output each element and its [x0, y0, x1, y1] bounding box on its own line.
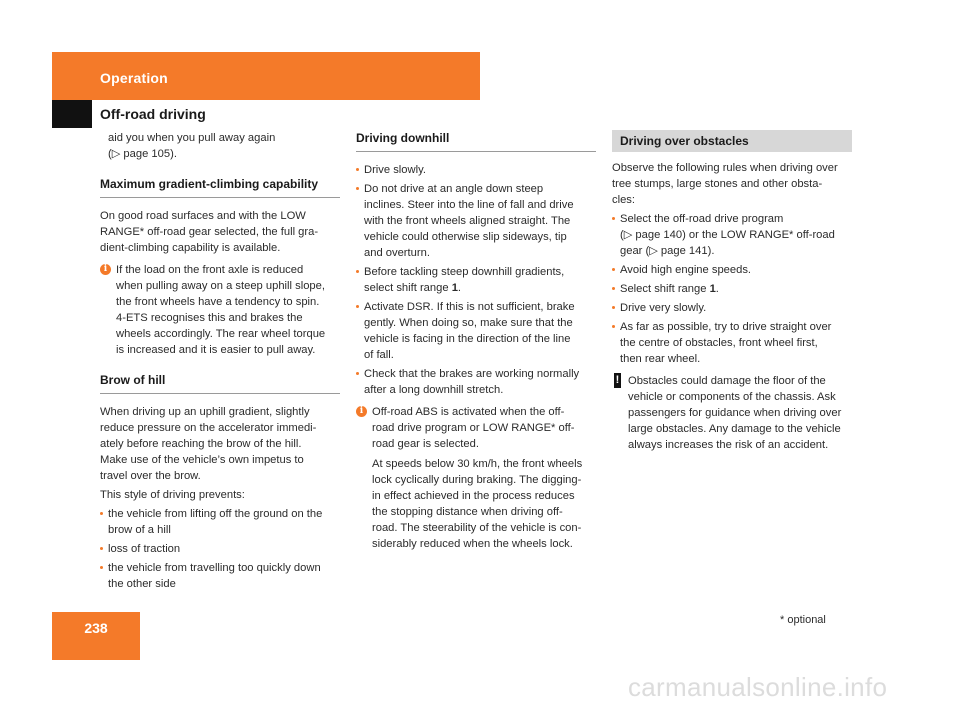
column-1 — [100, 130, 340, 592]
optional-footnote: * optional — [780, 614, 826, 626]
paragraph-prevents: This style of driving prevents: — [100, 489, 245, 501]
list-item: the vehicle from travelling too quickly down the other side — [100, 560, 340, 592]
list-item: Select the off-road drive program (▷ page 140) or the LOW RANGE* off-road gear (▷ page 141). — [612, 211, 852, 259]
list-item: Do not drive at an angle down steep inclines. Steer into the line of fall and drive with the front wheels aligned straight. The vehicle could otherwise slip sideways, tip and overturn. — [356, 181, 596, 261]
heading-driving-over-obstacles: Driving over obstacles — [612, 130, 852, 152]
warning-note-obstacles: ! Obstacles could damage the floor of the vehicle or components of the chassis. Ask passengers for guidance when driving over large obstacles. Any damage to the vehicle always increases the risk of an accident. — [615, 374, 842, 451]
paragraph-gradient: On good road surfaces and with the LOW RANGE* off-road gear selected, the full gra- dient-climbing capability is available. — [100, 210, 319, 254]
list-item: Avoid high engine speeds. — [612, 262, 852, 278]
info-note-abs: i Off-road ABS is activated when the off- road drive program or LOW RANGE* off- road gear is selected. At speeds below 30 km/h, the front wheels lock cyclically during braking. The digging- in effect achieved in the process reduces the stopping distance when driving off- road. The steerability of the vehicle is con- siderably reduced when the wheels lock. — [356, 404, 596, 552]
list-item: Drive slowly. — [356, 162, 596, 178]
list-item: Check that the brakes are working normally after a long downhill stretch. — [356, 366, 596, 398]
paragraph-obstacles: Observe the following rules when driving over tree stumps, large stones and other obsta- cles: — [612, 162, 838, 206]
header-bar — [52, 52, 480, 100]
intro-text: aid you when you pull away again (▷ page 105). — [108, 132, 276, 160]
shift-range-value: 1 — [709, 283, 716, 295]
page-subtitle: Off-road driving — [100, 106, 206, 122]
column-3 — [612, 130, 852, 453]
list-item: Select shift range 1. — [612, 281, 852, 297]
shift-range-value: 1 — [451, 282, 458, 294]
paragraph-brow: When driving up an uphill gradient, slightly reduce pressure on the accelerator immedi- ately before reaching the brow of the hill. Make use of the vehicle’s own impetus to travel over the brow. — [100, 406, 317, 482]
page-number-box — [52, 612, 140, 660]
heading-brow-of-hill: Brow of hill — [100, 372, 340, 394]
info-icon: i — [100, 264, 111, 275]
heading-gradient-climbing: Maximum gradient-climbing capability — [100, 176, 340, 198]
heading-driving-downhill: Driving downhill — [356, 130, 596, 152]
black-tab — [52, 100, 92, 128]
list-item: loss of traction — [100, 541, 340, 557]
page-number: 238 — [84, 620, 108, 636]
column-2 — [356, 130, 596, 552]
list-item: As far as possible, try to drive straight over the centre of obstacles, front wheel first, then rear wheel. — [612, 319, 852, 367]
list-item: the vehicle from lifting off the ground on the brow of a hill — [100, 506, 340, 538]
info-note-load: i If the load on the front axle is reduced when pulling away on a steep uphill slope, the front wheels have a tendency to spin. 4-ETS recognises this and brakes the wheels accordingly. The rear wheel torque is increased and it is easier to pull away. — [100, 262, 340, 358]
watermark: carmanualsonline.info — [628, 672, 888, 702]
list-item: Before tackling steep downhill gradients, select shift range 1. — [356, 264, 596, 296]
section-title: Operation — [100, 70, 168, 86]
warning-icon: ! — [615, 374, 620, 386]
list-item: Drive very slowly. — [612, 300, 852, 316]
info-icon: i — [356, 406, 367, 417]
list-item: Activate DSR. If this is not sufficient, brake gently. When doing so, make sure that the vehicle is facing in the direction of the line of fall. — [356, 299, 596, 363]
